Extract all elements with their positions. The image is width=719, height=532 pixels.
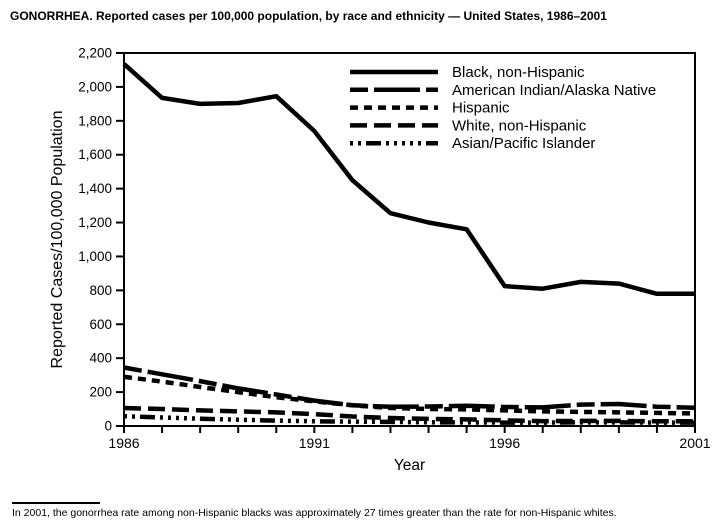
legend-label: Black, non-Hispanic: [452, 64, 585, 81]
y-tick-label: 1,000: [78, 248, 112, 264]
x-tick-label: 1986: [108, 435, 140, 451]
y-tick-label: 1,800: [78, 113, 112, 129]
y-tick-label: 200: [89, 384, 112, 400]
y-tick-label: 0: [104, 418, 112, 434]
x-axis-title: Year: [393, 457, 426, 474]
footnote-divider: [12, 502, 100, 504]
y-tick-label: 1,200: [78, 215, 112, 231]
y-tick-label: 400: [89, 350, 112, 366]
legend-label: American Indian/Alaska Native: [452, 81, 657, 99]
footnote-text: In 2001, the gonorrhea rate among non-Hispanic blacks was approximately 27 times greater than the rate for non-Hispanic whites.: [12, 507, 617, 519]
x-tick-label: 1996: [489, 435, 521, 451]
y-tick-label: 2,000: [78, 79, 112, 95]
x-tick-label: 1991: [298, 435, 330, 451]
chart-title: GONORRHEA. Reported cases per 100,000 population, by race and ethnicity — United States, 1986–2001: [10, 9, 607, 23]
legend-label: White, non-Hispanic: [452, 117, 587, 135]
y-tick-label: 1,400: [78, 181, 112, 197]
legend-label: Hispanic: [452, 99, 510, 117]
legend-label: Asian/Pacific Islander: [452, 135, 596, 153]
y-tick-label: 600: [89, 316, 112, 332]
y-tick-label: 800: [89, 282, 112, 298]
y-tick-label: 1,600: [78, 147, 112, 163]
x-tick-label: 2001: [679, 435, 711, 451]
y-tick-label: 2,200: [78, 45, 112, 61]
y-axis-title: Reported Cases/100,000 Population: [49, 110, 66, 369]
